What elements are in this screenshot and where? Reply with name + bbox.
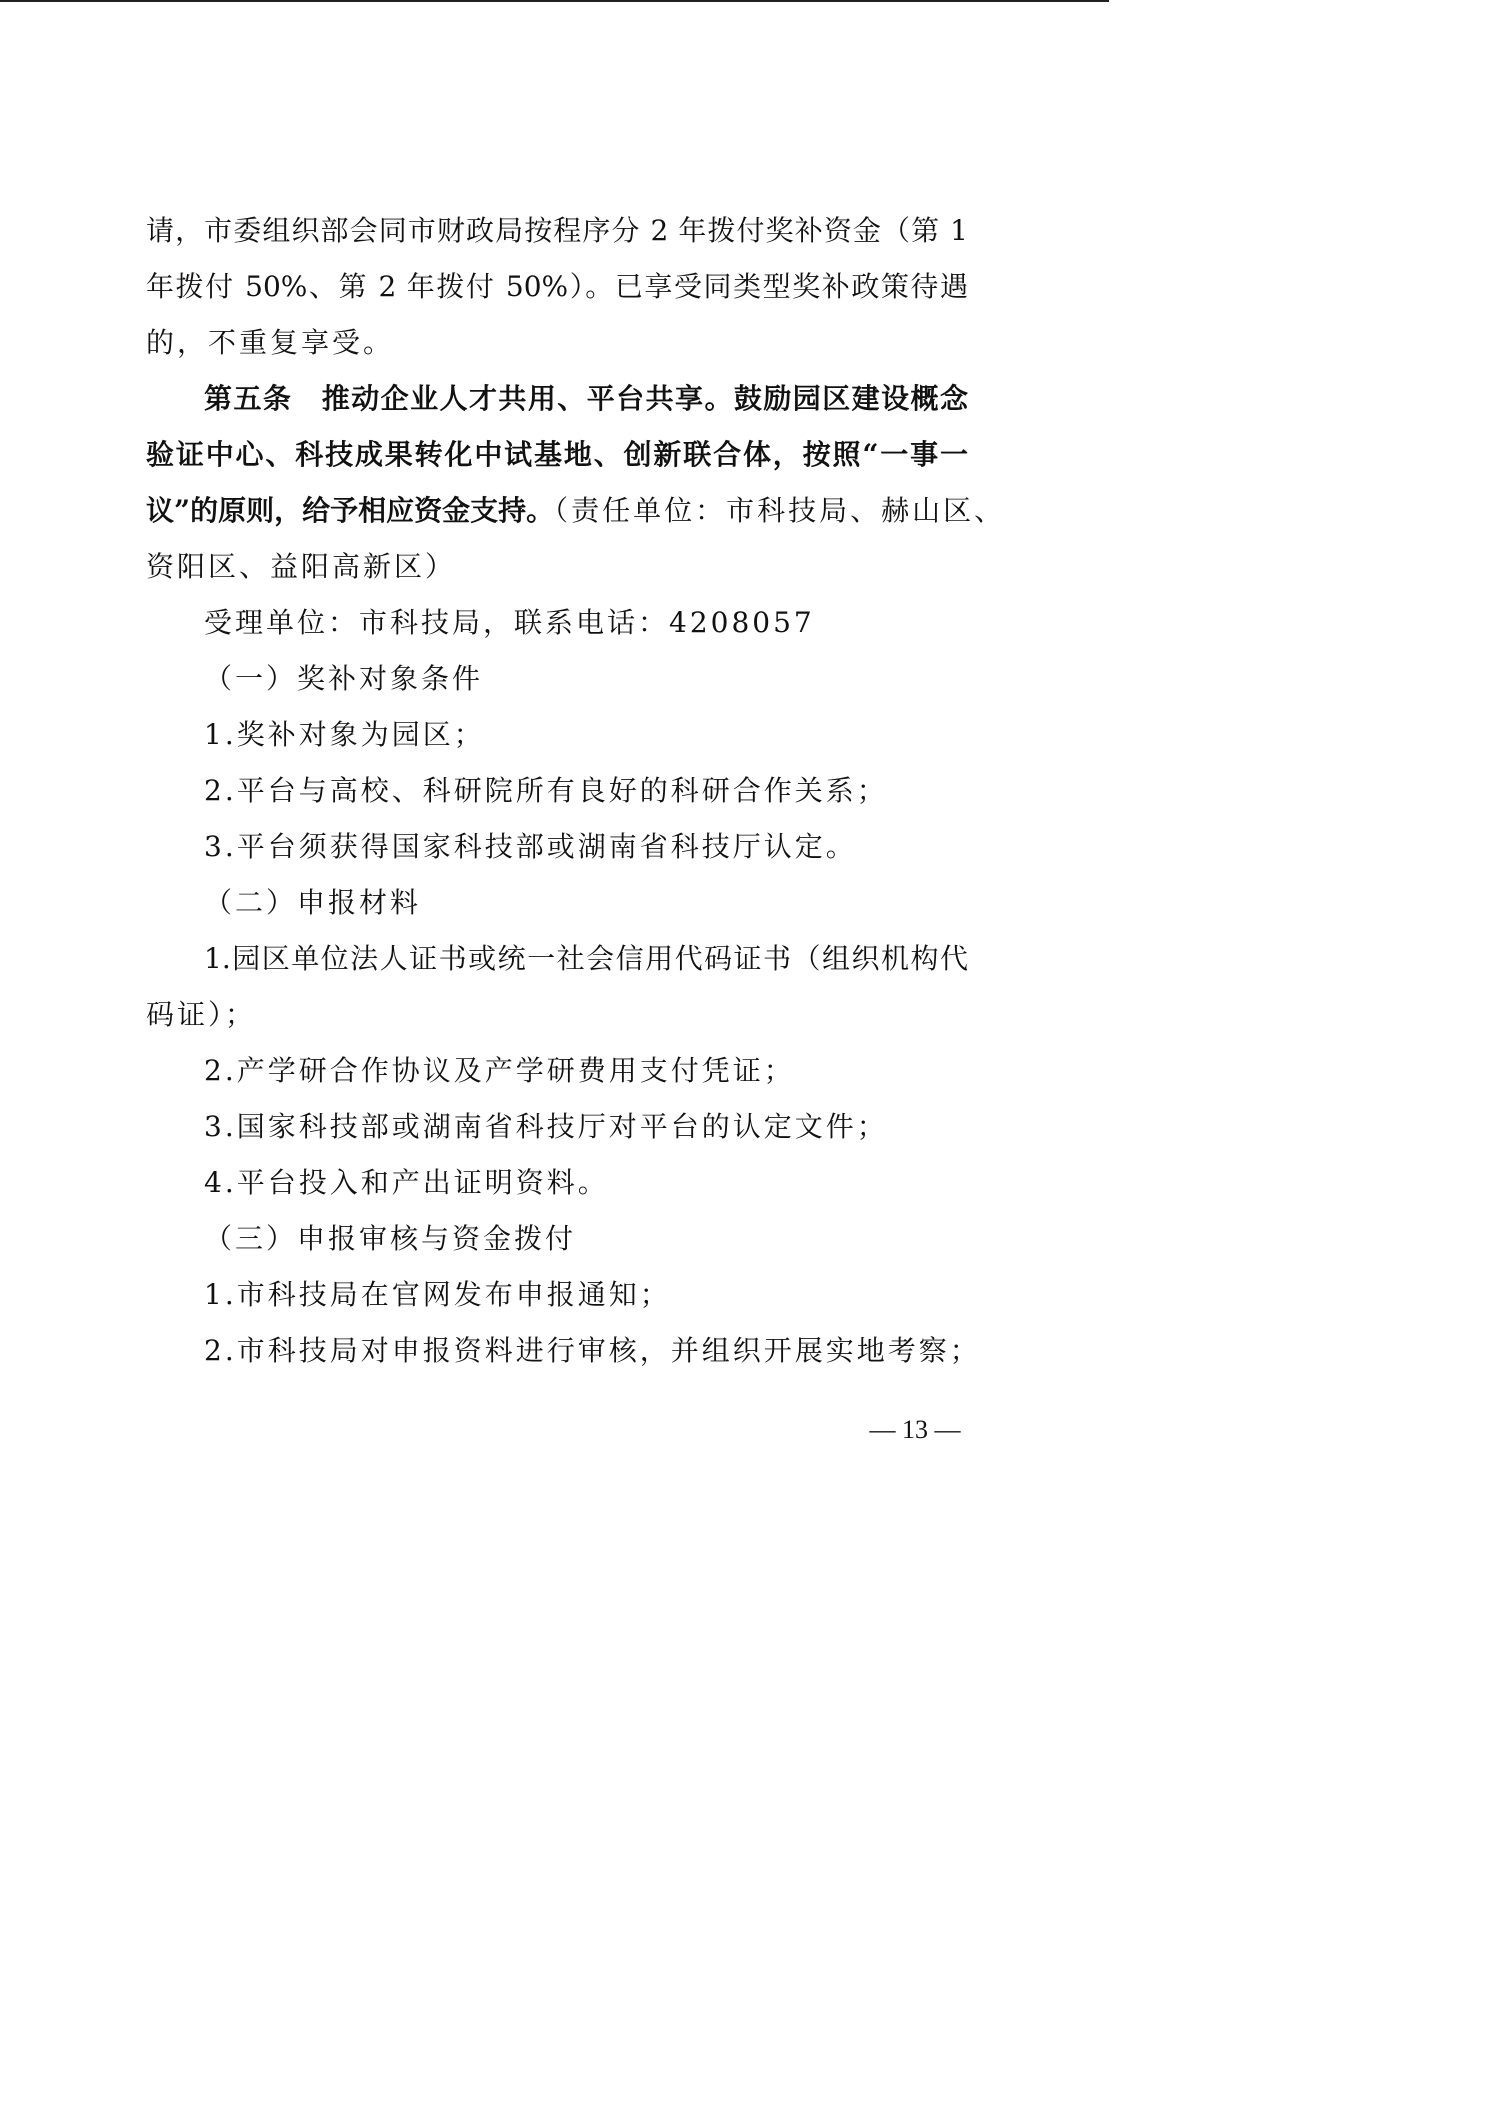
page-number: — 13 —: [869, 1415, 961, 1444]
list-item: 3.国家科技部或湖南省科技厅对平台的认定文件；: [204, 1110, 888, 1143]
section-heading: （二）申报材料: [204, 886, 422, 919]
list-item: 2.产学研合作协议及产学研费用支付凭证；: [204, 1054, 795, 1087]
paragraph-line: 的，不重复享受。: [146, 326, 395, 359]
responsible-units-text: （责任单位：市科技局、赫山区、: [554, 494, 1006, 527]
article-bold-text: 议”的原则，给予相应资金支持。: [146, 494, 555, 527]
list-item-continuation: 码证）；: [146, 998, 257, 1031]
acceptance-unit-line: 受理单位：市科技局，联系电话：4208057: [204, 606, 815, 639]
article-heading-line: 第五条 推动企业人才共用、平台共享。鼓励园区建设概念: [204, 382, 968, 415]
list-item: 2.平台与高校、科研院所有良好的科研合作关系；: [204, 774, 888, 807]
article-heading-line: 验证中心、科技成果转化中试基地、创新联合体，按照“一事一: [146, 438, 968, 471]
article-line-mixed: [146, 491, 1005, 531]
paragraph-line: 年拨付 50%、第 2 年拨付 50%）。已享受同类型奖补政策待遇: [146, 270, 968, 303]
paragraph-line: 请，市委组织部会同市财政局按程序分 2 年拨付奖补资金（第 1: [146, 214, 968, 247]
list-item: 1.奖补对象为园区；: [204, 718, 485, 751]
responsible-units-line: 资阳区、益阳高新区）: [146, 550, 457, 583]
section-heading: （三）申报审核与资金拨付: [204, 1222, 577, 1255]
top-border-line: [0, 0, 1109, 2]
list-item: 1.园区单位法人证书或统一社会信用代码证书（组织机构代: [204, 942, 968, 975]
section-heading: （一）奖补对象条件: [204, 662, 484, 695]
list-item: 4.平台投入和产出证明资料。: [204, 1166, 609, 1199]
list-item: 1.市科技局在官网发布申报通知；: [204, 1278, 671, 1311]
list-item: 2.市科技局对申报资料进行审核，并组织开展实地考察；: [204, 1334, 981, 1367]
list-item: 3.平台须获得国家科技部或湖南省科技厅认定。: [204, 830, 857, 863]
